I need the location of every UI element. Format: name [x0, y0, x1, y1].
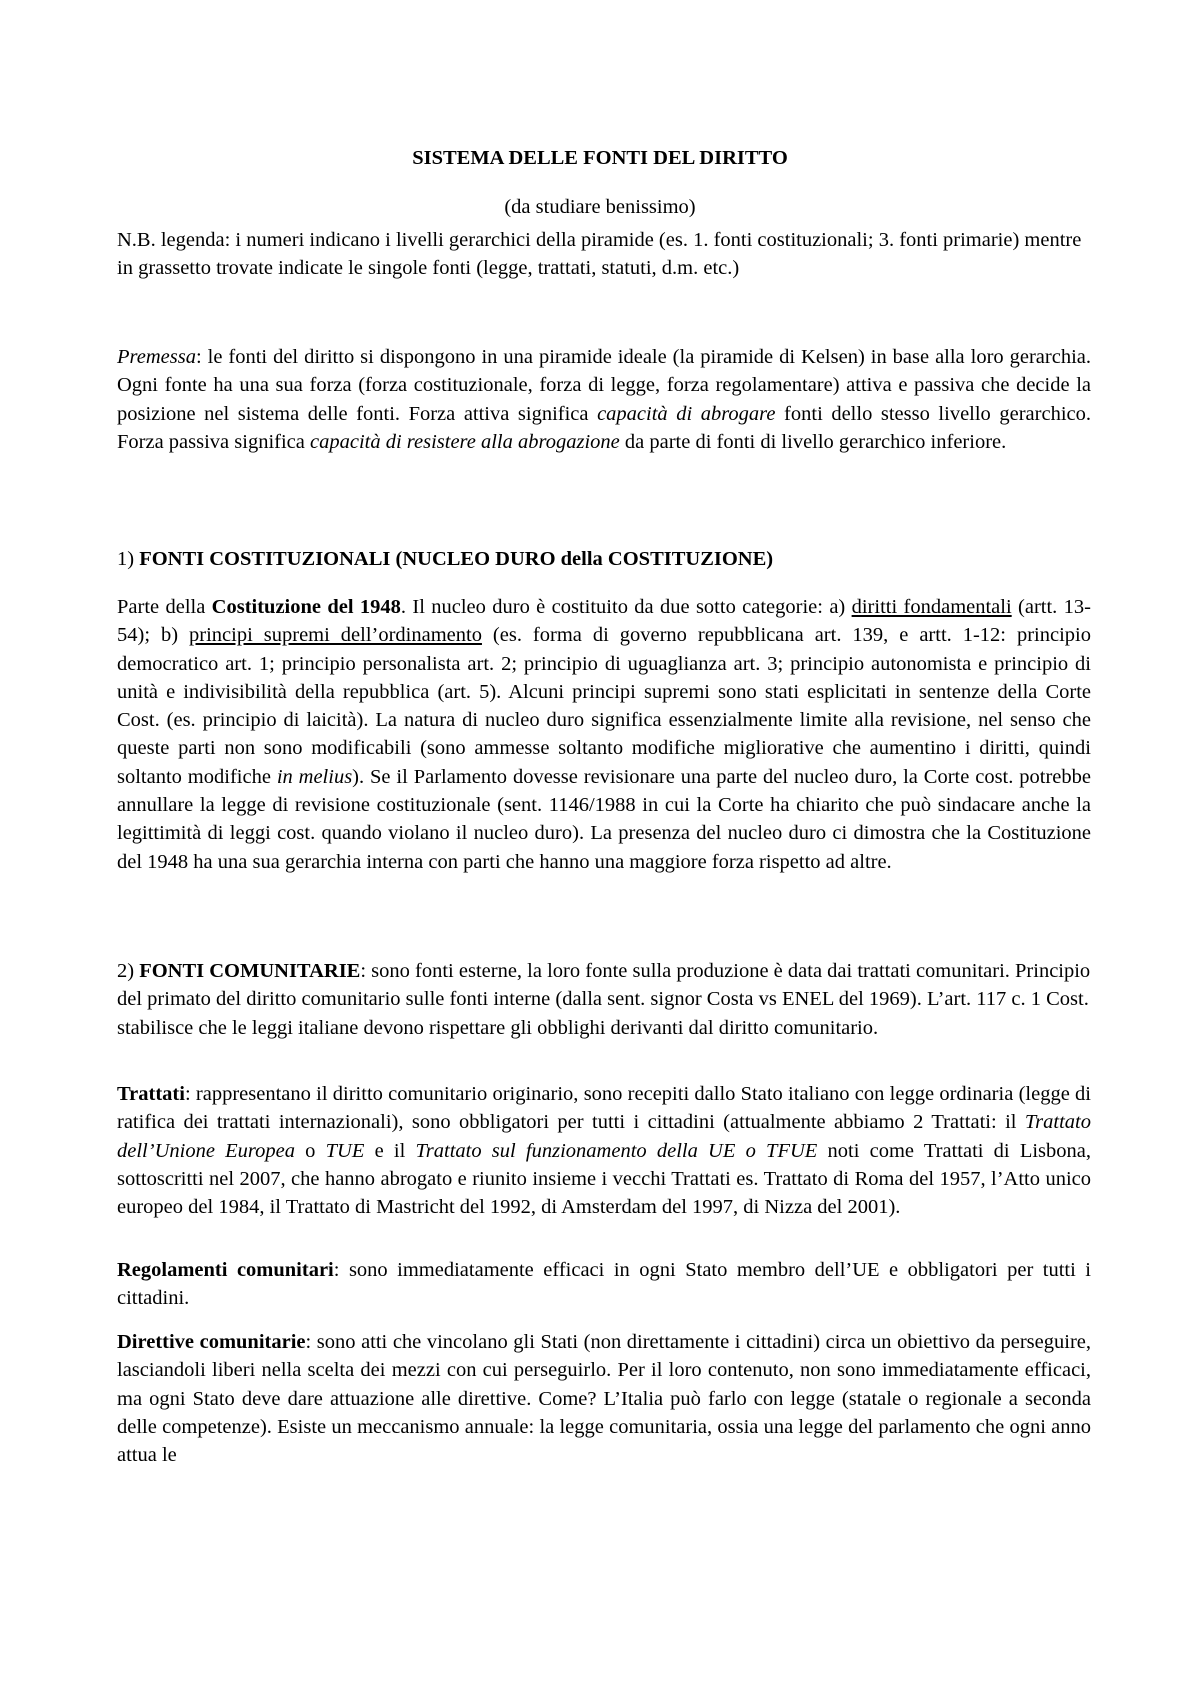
trattati-paragraph: Trattati: rappresentano il diritto comunitario originario, sono recepiti dallo Stato italiano con legge ordinaria (legge di ratifica dei trattati internazionali), sono obbligatori per tutti i cittadini (attualmente abbiamo 2 Trattati: il Trattato dell’Unione Europea o TUE e il Trattato sul funzionamento della UE o TFUE noti come Trattati di Lisbona, sottoscritti nel 2007, che hanno abrogato e riunito insieme i vecchi Trattati es. Trattato di Roma del 1957, l’Atto unico europeo del 1984, il Trattato di Mastricht del 1992, di Amsterdam del 1997, di Nizza del 2001).: [117, 1083, 1091, 1219]
premessa-label: Premessa: [117, 346, 196, 368]
direttive-paragraph: Direttive comunitarie: sono atti che vincolano gli Stati (non direttamente i cittadini) circa un obiettivo da perseguire, lasciandoli liberi nella scelta dei mezzi con cui perseguirlo. Per il loro contenuto, non sono immediatamente efficaci, ma ogni Stato deve dare attuazione alle direttive. Come? L’Italia può farlo con legge (statale o regionale a seconda delle competenze). Esiste un meccanismo annuale: la legge comunitaria, ossia una legge del parlamento che ogni anno attua le: [117, 1331, 1091, 1467]
section-1-heading: 1) FONTI COSTITUZIONALI (NUCLEO DURO della COSTITUZIONE): [117, 548, 774, 570]
section-1-paragraph: Parte della Costituzione del 1948. Il nucleo duro è costituito da due sotto categorie: a) diritti fondamentali (artt. 13-54); b) principi supremi dell’ordinamento (es. forma di governo repubblicana art. 139, e artt. 1-12: principio democratico art. 1; principio personalista art. 2; principio di uguaglianza art. 3; principio autonomista e principio di unità e indivisibilità della repubblica (art. 5). Alcuni principi supremi sono stati esplicitati in sentenze della Corte Cost. (es. principio di laicità). La natura di nucleo duro significa essenzialmente limite alla revisione, nel senso che queste parti non sono modificabili (sono ammesse soltanto modifiche migliorative che aumentino i diritti, quindi soltanto modifiche in melius). Se il Parlamento dovesse revisionare una parte del nucleo duro, la Corte cost. potrebbe annullare la legge di revisione costituzionale (sent. 1146/1988 in cui la Corte ha chiarito che può sindacare anche la legittimità di leggi cost. quando violano il nucleo duro). La presenza del nucleo duro ci dimostra che la Costituzione del 1948 ha una sua gerarchia interna con parti che hanno una maggiore forza rispetto ad altre.: [117, 596, 1091, 873]
document-title: SISTEMA DELLE FONTI DEL DIRITTO: [412, 147, 788, 169]
regolamenti-paragraph: Regolamenti comunitari: sono immediatamente efficaci in ogni Stato membro dell’UE e obbligatori per tutti i cittadini.: [117, 1259, 1092, 1310]
section-2-intro: 2) FONTI COMUNITARIE: sono fonti esterne, la loro fonte sulla produzione è data dai trattati comunitari. Principio del primato del diritto comunitario sulle fonti interne (dalla sent. signor Costa vs ENEL del 1969). L’art. 117 c. 1 Cost. stabilisce che le leggi italiane devono rispettare gli obblighi derivanti dal diritto comunitario.: [117, 960, 1091, 1039]
legend-note: N.B. legenda: i numeri indicano i livelli gerarchici della piramide (es. 1. fonti costituzionali; 3. fonti primarie) mentre in grassetto trovate indicate le singole fonti (legge, trattati, statuti, d.m. etc.): [117, 229, 1082, 280]
premessa-paragraph: Premessa: le fonti del diritto si dispongono in una piramide ideale (la piramide di Kelsen) in base alla loro gerarchia. Ogni fonte ha una sua forza (forza costituzionale, forza di legge, forza regolamentare) attiva e passiva che decide la posizione nel sistema delle fonti. Forza attiva significa capacità di abrogare fonti dello stesso livello gerarchico. Forza passiva significa capacità di resistere alla abrogazione da parte di fonti di livello gerarchico inferiore.: [117, 346, 1091, 453]
document-subtitle: (da studiare benissimo): [504, 196, 696, 218]
